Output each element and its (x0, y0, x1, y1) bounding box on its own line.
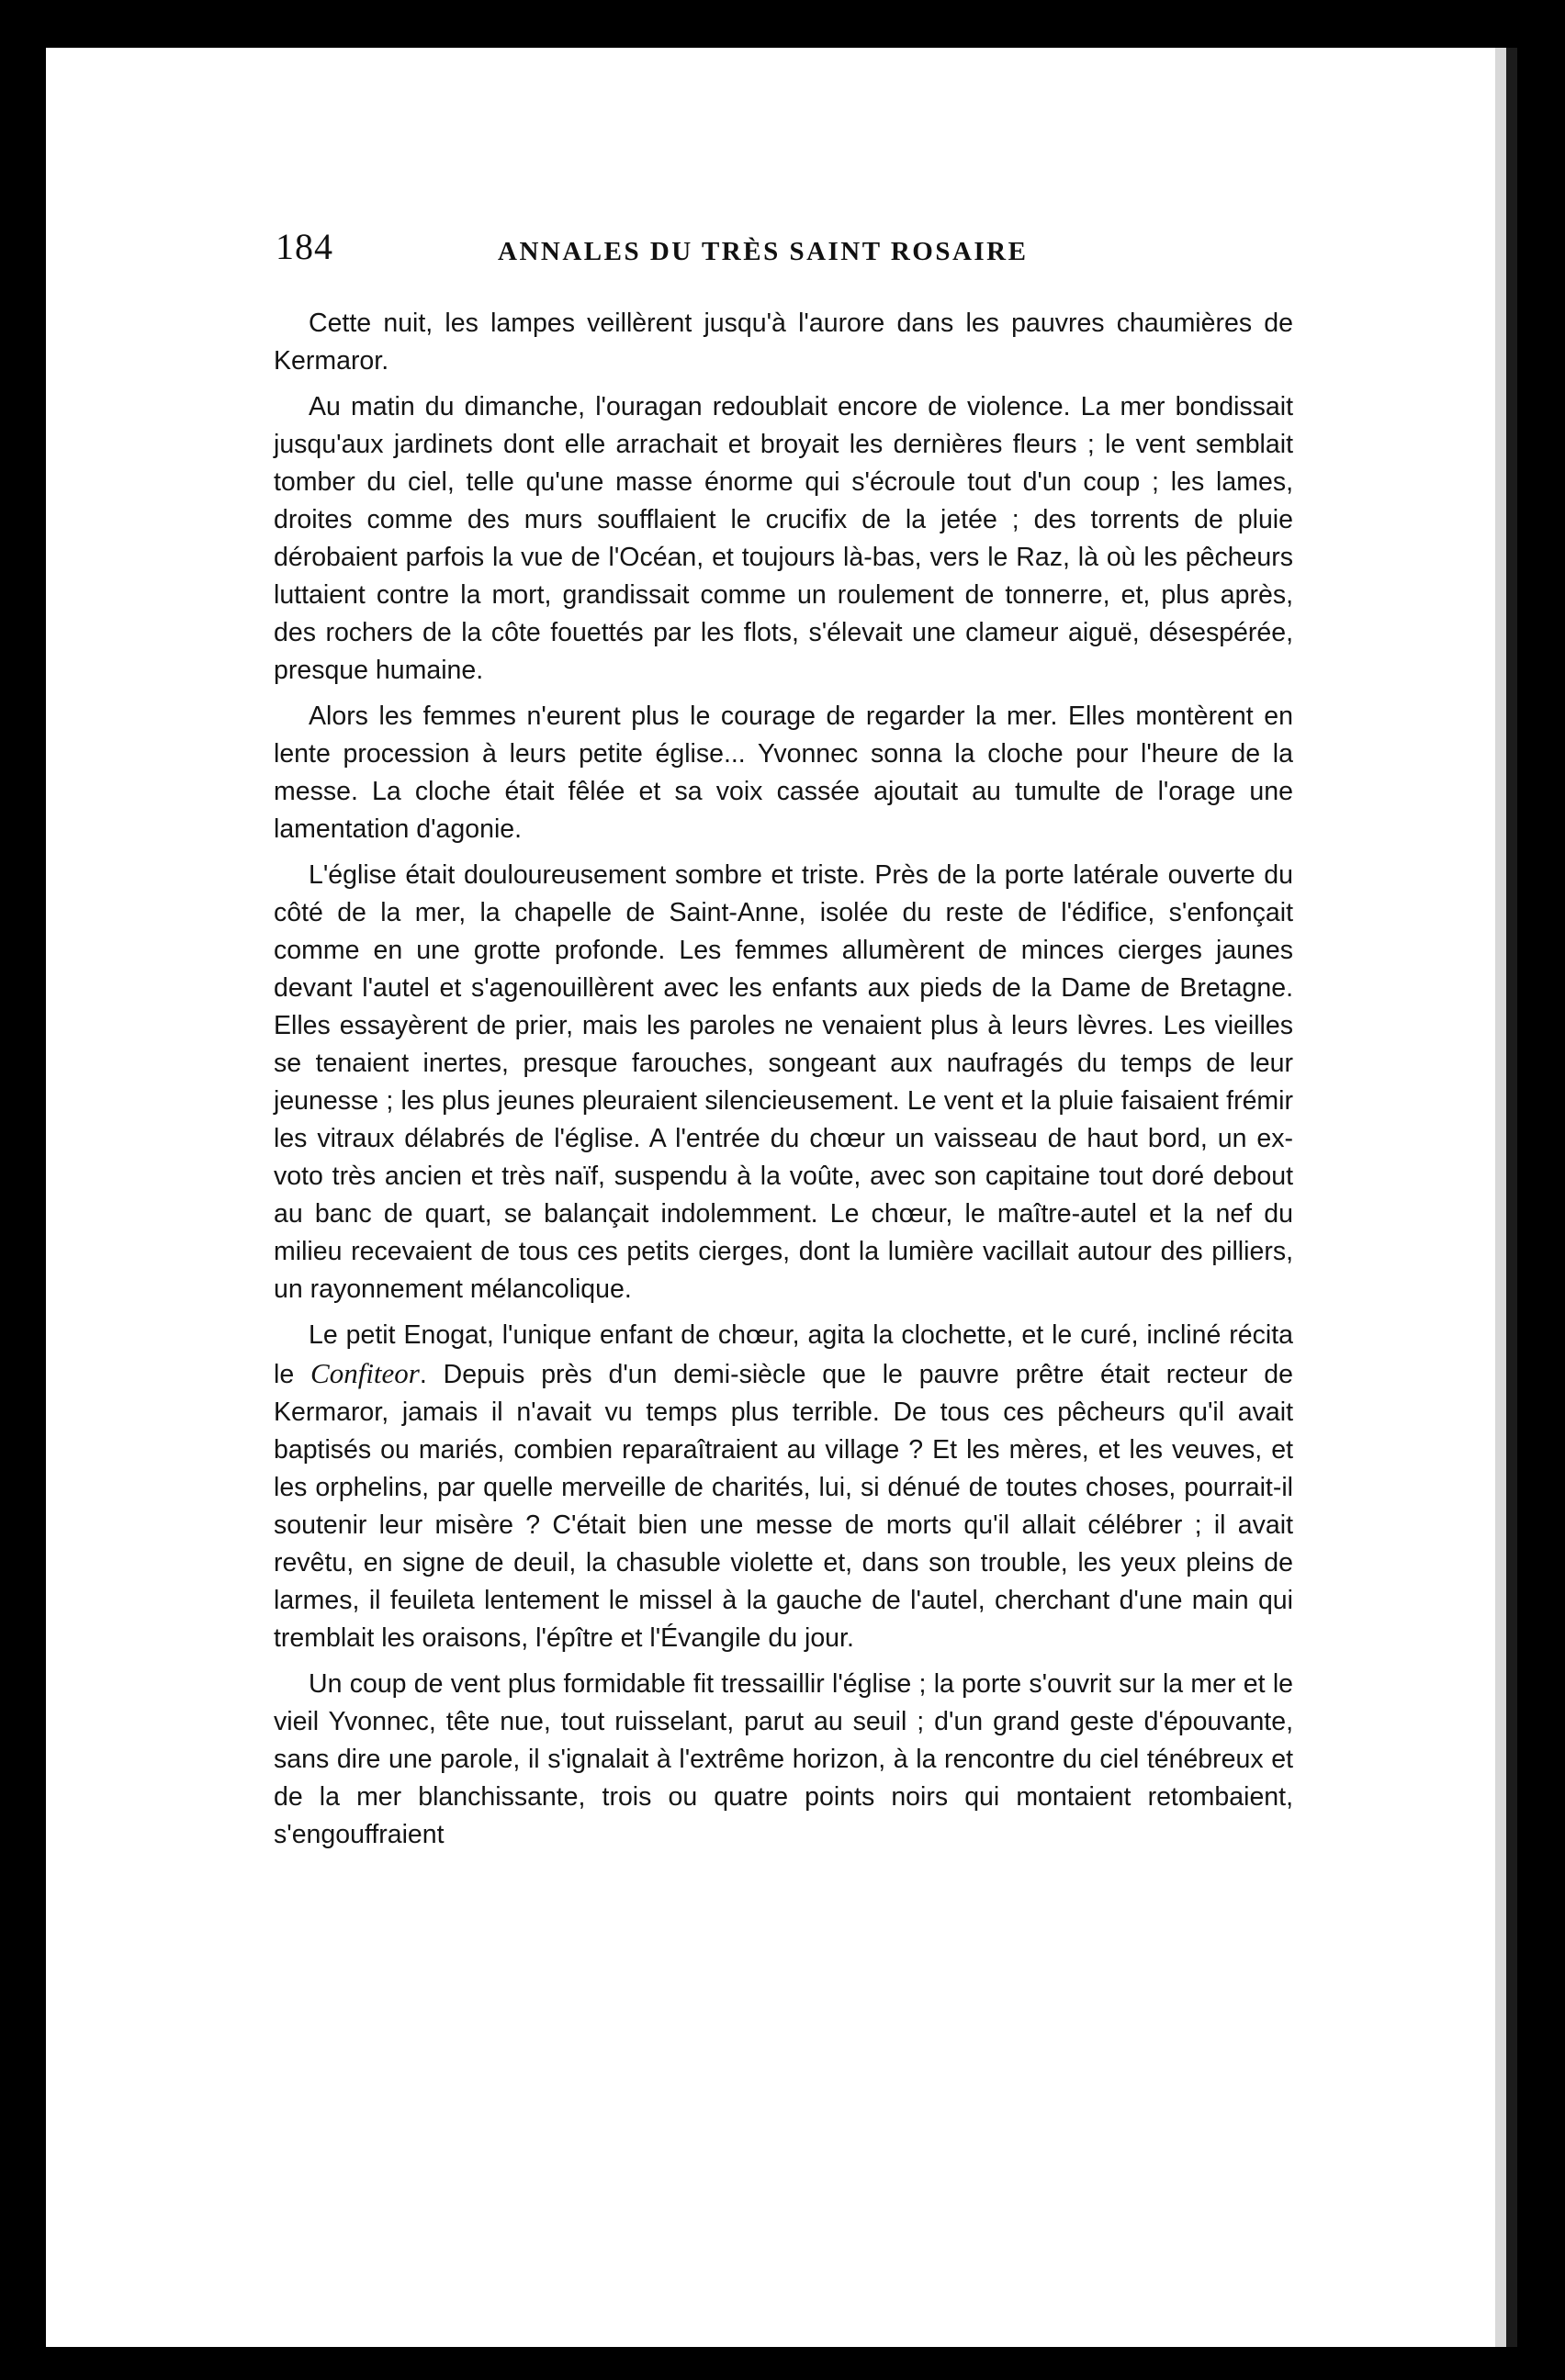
paragraph-5-start: Le petit Enogat, l'unique enfant de chœur, agita la clochette, et le curé, incliné récita le (274, 1320, 1293, 1389)
paragraph-5 (274, 1317, 1293, 1657)
running-title: ANNALES DU TRÈS SAINT ROSAIRE (498, 237, 1029, 266)
paragraph-5-end: . Depuis près d'un demi-siècle que le pauvre prêtre était recteur de Kermaror, jamais il n'avait vu temps plus terrible. De tous ces pêcheurs qu'il avait baptisés ou mariés, combien reparaîtraient au village ? Et les mères, et les veuves, et les orphelins, par quelle merveille de charités, lui, si dénué de toutes choses, pourrait-il soutenir leur misère ? C'était bien une messe de morts qu'il allait célébrer ; il avait revêtu, en signe de deuil, la chasuble violette et, dans son trouble, les yeux pleins de larmes, il feuileta lentement le missel à la gauche de l'autel, cherchant d'une main qui tremblait les oraisons, l'épître et l'Évangile du jour. (274, 1360, 1293, 1653)
paragraph-2: Au matin du dimanche, l'ouragan redoublait encore de violence. La mer bondissait jusqu'aux jardinets dont elle arrachait et broyait les dernières fleurs ; le vent semblait tomber du ciel, telle qu'une masse énorme qui s'écroule tout d'un coup ; les lames, droites comme des murs soufflaient le crucifix de la jetée ; des torrents de pluie dérobaient parfois la vue de l'Océan, et toujours là-bas, vers le Raz, là où les pêcheurs luttaient contre la mort, grandissait comme un roulement de tonnerre, et, plus après, des rochers de la côte fouettés par les flots, s'élevait une clameur aiguë, désespérée, presque humaine. (274, 392, 1293, 685)
paragraph-4: L'église était douloureusement sombre et triste. Près de la porte latérale ouverte du côté de la mer, la chapelle de Saint-Anne, isolée du reste de l'édifice, s'enfonçait comme en une grotte profonde. Les femmes allumèrent de minces cierges jaunes devant l'autel et s'agenouillèrent avec les enfants aux pieds de la Dame de Bretagne. Elles essayèrent de prier, mais les paroles ne venaient plus à leurs lèvres. Les vieilles se tenaient inertes, presque farouches, songeant aux naufragés du temps de leur jeunesse ; les plus jeunes pleuraient silencieusement. Le vent et la pluie faisaient frémir les vitraux délabrés de l'église. A l'entrée du chœur un vaisseau de haut bord, un ex-voto très ancien et très naïf, suspendu à la voûte, avec son capitaine tout doré debout au banc de quart, se balançait indolemment. Le chœur, le maître-autel et la nef du milieu recevaient de tous ces petits cierges, dont la lumière vacillait autour des pilliers, un rayonnement mélancolique. (274, 860, 1293, 1304)
confiteor-italic: Confiteor (310, 1357, 420, 1389)
gutter-shadow (1495, 48, 1506, 2347)
paragraph-3: Alors les femmes n'eurent plus le courage de regarder la mer. Elles montèrent en lente procession à leurs petite église... Yvonnec sonna la cloche pour l'heure de la messe. La cloche était fêlée et sa voix cassée ajoutait au tumulte de l'orage une lamentation d'agonie. (274, 702, 1293, 844)
page-header (276, 225, 1313, 289)
paragraph-6: Un coup de vent plus formidable fit tressaillir l'église ; la porte s'ouvrit sur la mer et le vieil Yvonnec, tête nue, tout ruisselant, parut au seuil ; d'un grand geste d'épouvante, sans dire une parole, il s'ignalait à l'extrême horizon, à la rencontre du ciel ténébreux et de la mer blanchissante, trois ou quatre points noirs qui montaient retombaient, s'engouffraient (274, 1669, 1293, 1849)
paragraph-1: Cette nuit, les lampes veillèrent jusqu'à l'aurore dans les pauvres chaumières de Kermaror. (274, 309, 1293, 376)
page-number: 184 (276, 226, 333, 267)
page-edge-bar (1506, 48, 1517, 2347)
body-text (274, 305, 1293, 1854)
